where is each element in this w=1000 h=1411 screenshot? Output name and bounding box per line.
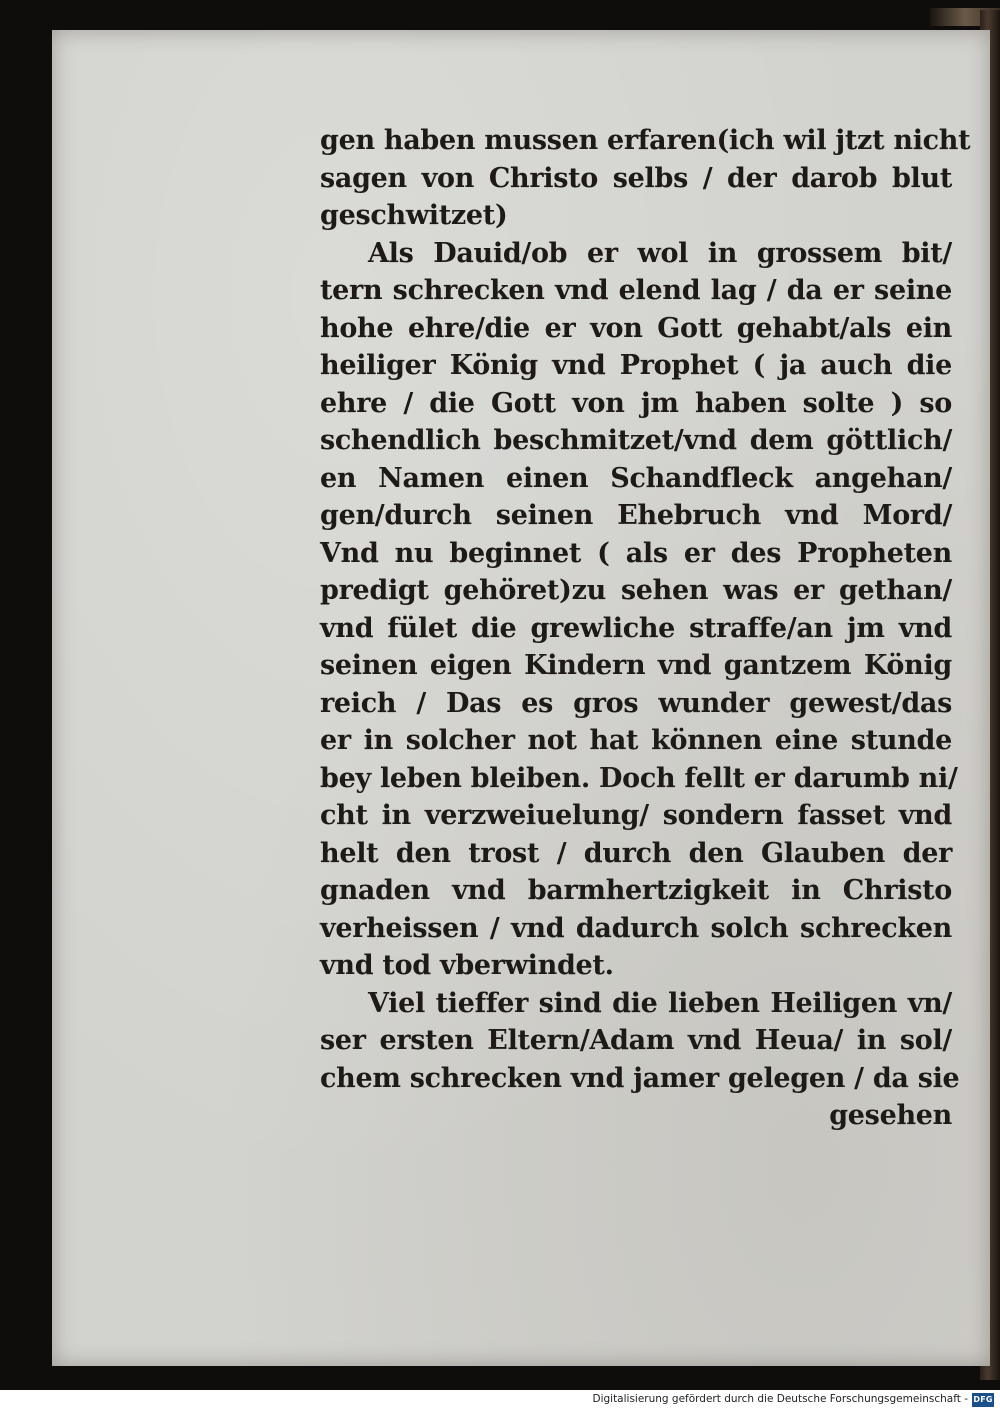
text-line: helt den trost / durch den Glauben der <box>320 837 952 869</box>
text-line: geschwitzet) <box>320 200 508 231</box>
text-line: ser ersten Eltern/Adam vnd Heua/ in sol/ <box>320 1025 952 1056</box>
text-line: tern schrecken vnd elend lag / da er seine <box>320 275 952 306</box>
text-line: gen haben mussen erfaren(ich wil jtzt nicht <box>320 125 971 156</box>
text-line: predigt gehöret)zu sehen was er gethan/ <box>320 575 952 606</box>
text-line: chem schrecken vnd jamer gelegen / da sie <box>320 1062 960 1094</box>
text-line: ehre / die Gott von jm haben solte ) so <box>320 387 952 419</box>
text-line: gen/durch seinen Ehebruch vnd Mord/ <box>320 500 952 531</box>
funding-credit: Digitalisierung gefördert durch die Deutsche Forschungsgemeinschaft - <box>592 1393 968 1405</box>
text-line: seinen eigen Kindern vnd gantzem König <box>320 650 952 681</box>
text-line: hohe ehre/die er von Gott gehabt/als ein <box>320 312 952 344</box>
text-line: cht in verzweiuelung/ sondern fasset vnd <box>320 800 952 831</box>
text-line: schendlich beschmitzet/vnd dem göttlich/ <box>320 425 952 456</box>
text-line: verheissen / vnd dadurch solch schrecken <box>320 912 952 944</box>
text-line: Vnd nu beginnet ( als er des Propheten <box>320 537 952 569</box>
text-line: en Namen einen Schandfleck angehan/ <box>320 462 952 494</box>
text-line: Viel tieffer sind die lieben Heiligen vn/ <box>368 987 952 1019</box>
catchword: gesehen <box>829 1100 952 1131</box>
text-line: heiliger König vnd Prophet ( ja auch die <box>320 350 952 381</box>
text-line: er in solcher not hat können eine stunde <box>320 725 952 756</box>
text-line: reich / Das es gros wunder gewest/das <box>320 687 952 719</box>
text-line: sagen von Christo selbs / der darob blut <box>320 162 952 194</box>
book-page <box>52 30 990 1366</box>
text-block <box>320 122 971 1135</box>
text-line: bey leben bleiben. Doch fellt er darumb ni/ <box>320 762 958 794</box>
text-line: Als Dauid/ob er wol in grossem bit/ <box>368 237 952 269</box>
dfg-logo: DFG <box>972 1393 994 1407</box>
text-line: vnd tod vberwindet. <box>320 950 614 981</box>
text-line: vnd fület die grewliche straffe/an jm vnd <box>320 612 952 644</box>
text-line: gnaden vnd barmhertzigkeit in Christo <box>320 875 952 906</box>
